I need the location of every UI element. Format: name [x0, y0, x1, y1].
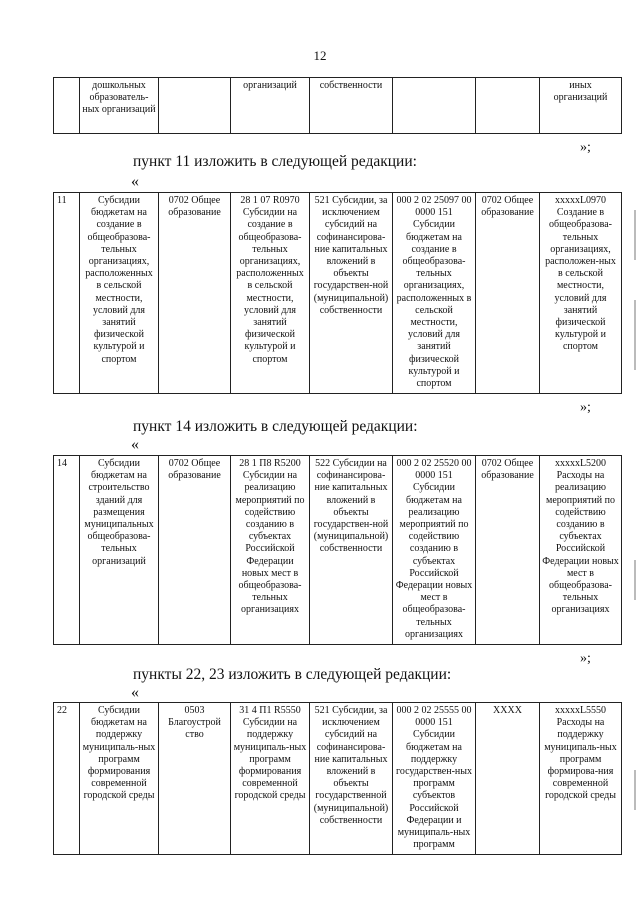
cell-section: 0702 Общее образование: [159, 193, 231, 394]
cell-target: 28 1 П8 R5200 Субсидии на реализацию мероприятий по содействию созданию в субъектах Российской Федерации новых мест в общеобразова-тельных организациях: [231, 456, 310, 645]
cell-num: 22: [54, 703, 80, 855]
cell-local-code: xxxxxL5200 Расходы на реализацию мероприятий по содействию созданию в субъектах Российской Федерации новых мест в общеобразова-тельных организациях: [540, 456, 622, 645]
cell-target: 31 4 П1 R5550 Субсидии на поддержку муниципаль-ных программ формирования современной городской среды: [231, 703, 310, 855]
close-quote: »;: [580, 400, 591, 415]
cell-local-code: иных организаций: [540, 78, 622, 134]
cell-name: Субсидии бюджетам на создание в общеобразова-тельных организациях, расположенных в сельской местности, условий для занятий физической культурой и спортом: [80, 193, 159, 394]
cell-expense-type: собственности: [310, 78, 393, 134]
close-quote: »;: [580, 140, 591, 155]
scan-edge-mark: [634, 770, 636, 810]
scan-edge-mark: [634, 300, 636, 370]
section-heading: пункты 22, 23 изложить в следующей редакции:: [133, 666, 452, 683]
table-row: [54, 193, 622, 394]
cell-section: 0702 Общее образование: [159, 456, 231, 645]
table-item-11: [53, 192, 622, 394]
scan-edge-mark: [634, 210, 636, 260]
section-heading: пункт 14 изложить в следующей редакции:: [133, 418, 418, 435]
close-quote: »;: [580, 651, 591, 666]
table-item-14: [53, 455, 622, 645]
cell-name: Субсидии бюджетам на строительство зданий для размещения муниципальных общеобразова-тельных организаций: [80, 456, 159, 645]
table-row: [54, 456, 622, 645]
cell-expense-type: 521 Субсидии, за исключением субсидий на софинансирова-ние капитальных вложений в объекты государствен-ной (муниципальной) собственности: [310, 193, 393, 394]
cell-section: [159, 78, 231, 134]
cell-income-code: [393, 78, 476, 134]
cell-section-2: [476, 78, 540, 134]
open-quote: «: [131, 684, 139, 701]
table-fragment: [53, 77, 622, 134]
cell-num: 11: [54, 193, 80, 394]
cell-section-2: 0702 Общее образование: [476, 193, 540, 394]
table-item-22: [53, 702, 622, 855]
cell-local-code: xxxxxL5550 Расходы на поддержку муниципаль-ных программ формирова-ния современной городской среды: [540, 703, 622, 855]
open-quote: «: [131, 436, 139, 453]
cell-target: 28 1 07 R0970 Субсидии на создание в общеобразова-тельных организациях, расположенных в сельской местности, условий для занятий физической культурой и спортом: [231, 193, 310, 394]
cell-name: дошкольных образователь-ных организаций: [80, 78, 159, 134]
scan-edge-mark: [634, 560, 636, 600]
cell-local-code: xxxxxL0970 Создание в общеобразова-тельных организациях, расположен-ных в сельской местности, условий для занятий физической культурой и спортом: [540, 193, 622, 394]
cell-expense-type: 521 Субсидии, за исключением субсидий на софинансирова-ние капитальных вложений в объекты государственной (муниципальной) собственности: [310, 703, 393, 855]
cell-section: 0503 Благоустрой ство: [159, 703, 231, 855]
table-row: [54, 78, 622, 134]
cell-income-code: 000 2 02 25097 00 0000 151 Субсидии бюджетам на создание в общеобразова-тельных организациях, расположенных в сельской местности, условий для занятий физической культурой и спортом: [393, 193, 476, 394]
section-heading: пункт 11 изложить в следующей редакции:: [133, 153, 417, 170]
cell-target: организаций: [231, 78, 310, 134]
cell-num: 14: [54, 456, 80, 645]
page-number: 12: [313, 48, 327, 63]
open-quote: «: [131, 173, 139, 190]
cell-expense-type: 522 Субсидии на софинансирова-ние капитальных вложений в объекты государствен-ной (муниципальной) собственности: [310, 456, 393, 645]
cell-section-2: 0702 Общее образование: [476, 456, 540, 645]
cell-section-2: XXXX: [476, 703, 540, 855]
cell-name: Субсидии бюджетам на поддержку муниципаль-ных программ формирования современной городской среды: [80, 703, 159, 855]
cell-income-code: 000 2 02 25555 00 0000 151 Субсидии бюджетам на поддержку государствен-ных программ субъектов Российской Федерации и муниципаль-ных программ: [393, 703, 476, 855]
cell-income-code: 000 2 02 25520 00 0000 151 Субсидии бюджетам на реализацию мероприятий по содействию созданию в субъектах Российской Федерации новых мест в общеобразова-тельных организациях: [393, 456, 476, 645]
table-row: [54, 703, 622, 855]
cell-num: [54, 78, 80, 134]
